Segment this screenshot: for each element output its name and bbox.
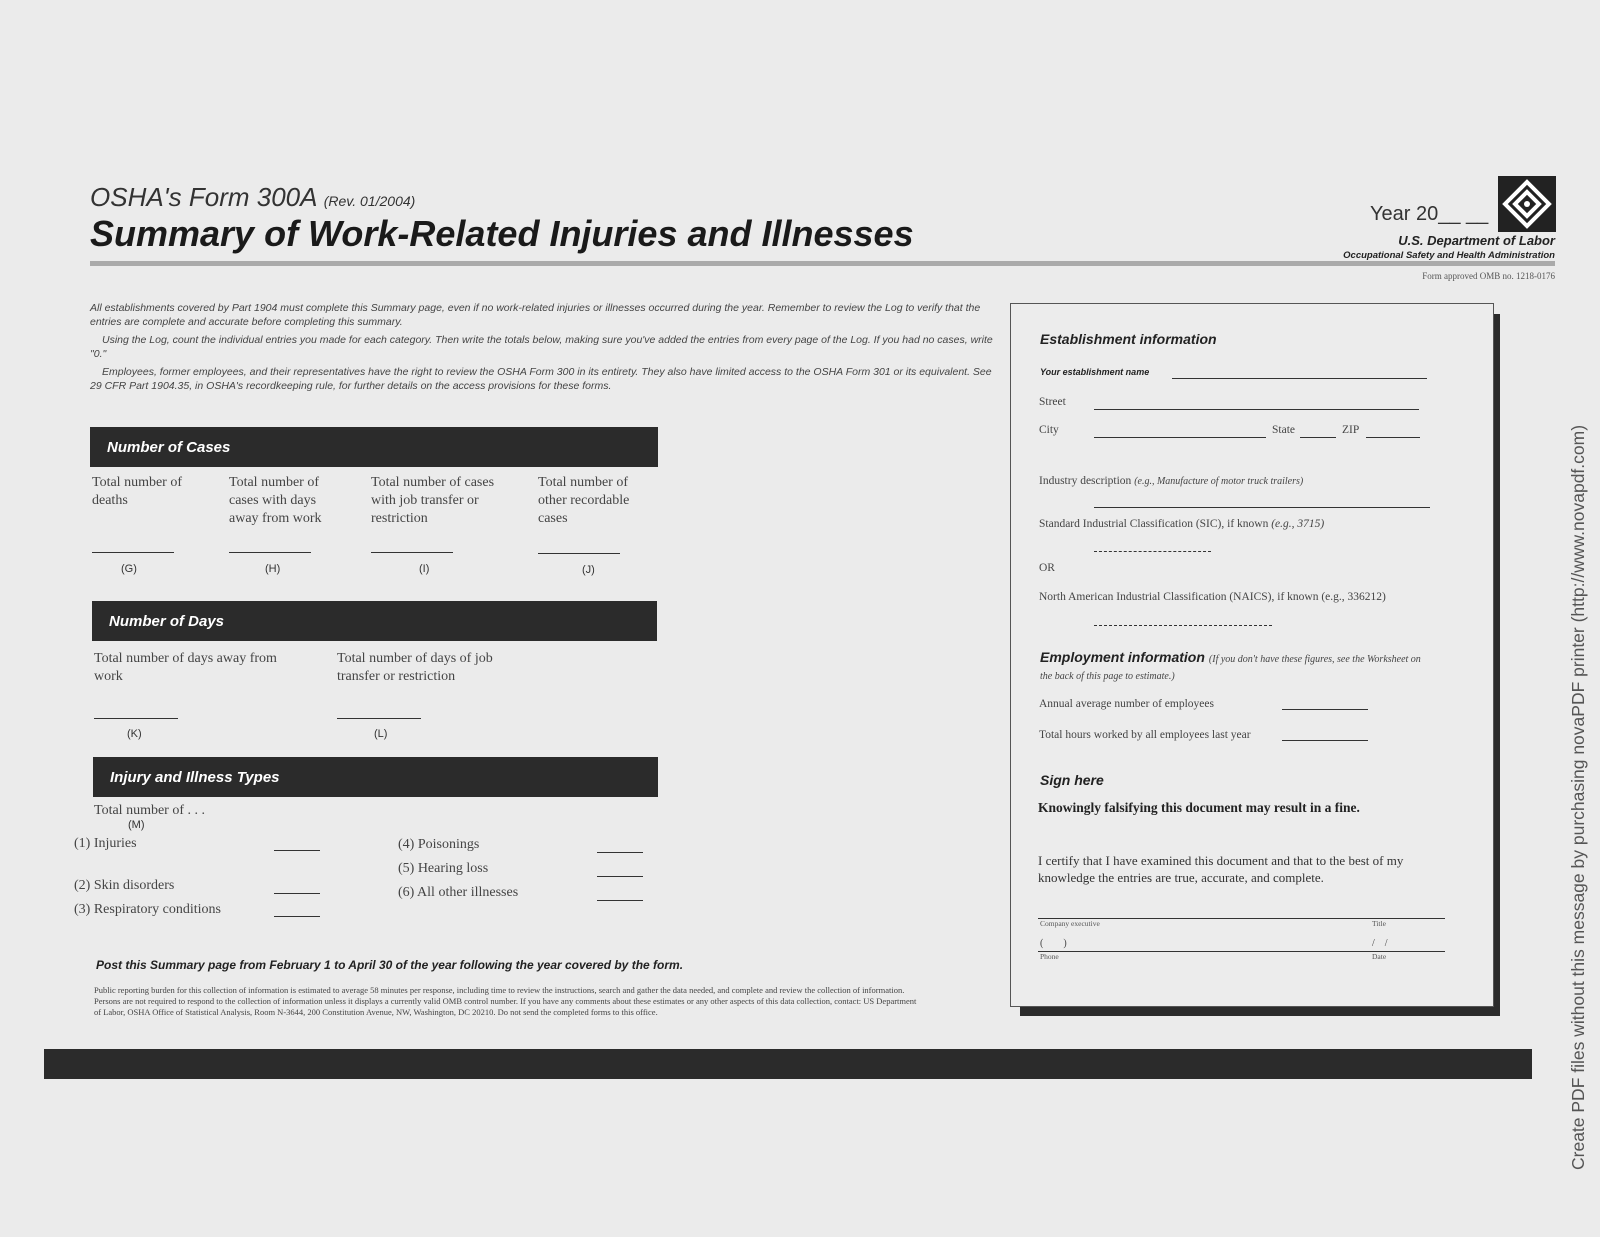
- skin-label: (2) Skin disorders: [74, 878, 175, 893]
- skin-field[interactable]: [274, 893, 320, 894]
- days-transfer-label: Total number of days of job transfer or restriction: [337, 651, 493, 684]
- novapdf-watermark: Create PDF files without this message by purchasing novaPDF printer (http://www.novapdf.com): [1568, 424, 1588, 1170]
- industry-label: [1039, 475, 1303, 487]
- dol-logo-icon: [1498, 176, 1556, 232]
- intro-text: [90, 302, 995, 393]
- poisonings-field[interactable]: [597, 852, 643, 853]
- post-notice: Post this Summary page from February 1 to April 30 of the year following the year covered by the form.: [96, 958, 684, 972]
- code-g: (G): [121, 563, 137, 575]
- cases-heading: Number of Cases: [90, 427, 658, 467]
- deaths-label: Total number of deaths: [92, 475, 182, 508]
- poisonings-label: (4) Poisonings: [398, 837, 480, 852]
- total-hours-field[interactable]: [1282, 740, 1368, 741]
- types-total-label: Total number of . . .: [94, 803, 205, 818]
- page-title: Summary of Work-Related Injuries and Illnesses: [90, 213, 914, 254]
- sic-example: (e.g., 3715): [1271, 518, 1325, 530]
- naics-field[interactable]: [1094, 625, 1272, 626]
- other-illnesses-field[interactable]: [597, 900, 643, 901]
- hearing-label: (5) Hearing loss: [398, 861, 489, 876]
- omb-number: Form approved OMB no. 1218-0176: [1422, 271, 1555, 281]
- code-k: (K): [127, 728, 142, 740]
- types-heading: Injury and Illness Types: [93, 757, 658, 797]
- title-rule: [90, 261, 1555, 266]
- code-j: (J): [582, 564, 595, 576]
- respiratory-label: (3) Respiratory conditions: [74, 902, 221, 917]
- intro-paragraph: All establishments covered by Part 1904 must complete this Summary page, even if no work-related injuries or illnesses occurred during the year. Remember to review the Log to verify that the entries are complete and accurate before completing this summary.: [90, 302, 981, 328]
- days-away-field[interactable]: [94, 718, 178, 719]
- days-heading: Number of Days: [92, 601, 657, 641]
- state-label: State: [1272, 424, 1295, 436]
- code-i: (I): [419, 563, 430, 575]
- establishment-name-field[interactable]: [1172, 378, 1427, 379]
- naics-label: North American Industrial Classification (NAICS), if known (e.g., 336212): [1039, 591, 1386, 603]
- intro-paragraph: Employees, former employees, and their representatives have the right to review the OSHA Form 300 in its entirety. They also have limited access to the OSHA Form 301 or its equivalent. See 29 CFR Part 1904.35, in OSHA's recordkeeping rule, for further details on the access provisions for these forms.: [90, 366, 992, 392]
- industry-field[interactable]: [1094, 507, 1430, 508]
- phone-label: Phone: [1040, 952, 1059, 961]
- establishment-heading: Establishment information: [1040, 331, 1217, 347]
- year-label: Year 20__ __: [1370, 203, 1489, 225]
- other-cases-label: Total number of other recordable cases: [538, 475, 630, 526]
- department: U.S. Department of Labor: [1398, 233, 1555, 248]
- street-label: Street: [1039, 396, 1066, 408]
- other-cases-field[interactable]: [538, 553, 620, 554]
- title-label: Title: [1372, 919, 1386, 928]
- injuries-label: (1) Injuries: [74, 836, 137, 851]
- injuries-field[interactable]: [274, 850, 320, 851]
- form-name: [90, 182, 415, 213]
- zip-label: ZIP: [1342, 424, 1360, 436]
- code-l: (L): [374, 728, 388, 740]
- sic-label: [1039, 518, 1324, 530]
- hearing-field[interactable]: [597, 876, 643, 877]
- form-number: OSHA's Form 300A: [90, 182, 317, 212]
- zip-field[interactable]: [1366, 437, 1420, 438]
- executive-label: Company executive: [1040, 919, 1100, 928]
- code-m: (M): [128, 819, 145, 831]
- sic-text: Standard Industrial Classification (SIC), if known: [1039, 518, 1269, 530]
- other-illnesses-label: (6) All other illnesses: [398, 885, 519, 900]
- employment-note: (If you don't have these figures, see the Worksheet on the back of this page to estimate.): [1040, 654, 1421, 682]
- sign-heading: Sign here: [1040, 772, 1104, 788]
- intro-paragraph: Using the Log, count the individual entries you made for each category. Then write the totals below, making sure you've added the entries from every page of the Log. If you had no cases, write "0.": [90, 334, 993, 360]
- employment-heading: [1040, 650, 1430, 684]
- burden-statement: Public reporting burden for this collection of information is estimated to average 58 minutes per response, including time to review the instructions, search and gather the data needed, and complete and review the collection of information. Persons are not required to respond to the collection of information unless it displays a currently valid OMB control number. If you have any comments about these estimates or any other aspects of this data collection, contact: US Department of Labor, OSHA Office of Statistical Analysis, Room N-3644, 200 Constitution Avenue, NW, Washington, DC 20210. Do not send the completed forms to this office.: [94, 985, 917, 1017]
- revision: (Rev. 01/2004): [323, 193, 416, 209]
- city-label: City: [1039, 424, 1059, 436]
- date-label: Date: [1372, 952, 1387, 961]
- annual-employees-field[interactable]: [1282, 709, 1368, 710]
- annual-employees-label: Annual average number of employees: [1039, 698, 1214, 710]
- city-field[interactable]: [1094, 437, 1266, 438]
- state-field[interactable]: [1300, 437, 1336, 438]
- bottom-bar: [44, 1049, 1532, 1079]
- respiratory-field[interactable]: [274, 916, 320, 917]
- industry-example: (e.g., Manufacture of motor truck trailers): [1134, 476, 1304, 487]
- days-away-cases-field[interactable]: [229, 552, 311, 553]
- employment-title: Employment information: [1040, 649, 1205, 665]
- code-h: (H): [265, 563, 281, 575]
- transfer-cases-field[interactable]: [371, 552, 453, 553]
- fine-warning: Knowingly falsifying this document may result in a fine.: [1038, 800, 1360, 815]
- agency: Occupational Safety and Health Administration: [1343, 250, 1555, 261]
- days-away-cases-label: Total number of cases with days away from work: [229, 475, 322, 526]
- deaths-field[interactable]: [92, 552, 174, 553]
- days-transfer-field[interactable]: [337, 718, 421, 719]
- days-away-label: Total number of days away from work: [94, 651, 277, 684]
- or-label: OR: [1039, 562, 1055, 574]
- certification-text: I certify that I have examined this document and that to the best of my knowledge the entries are true, accurate, and complete.: [1038, 853, 1404, 885]
- phone-parens: ( ): [1040, 938, 1067, 949]
- street-field[interactable]: [1094, 409, 1419, 410]
- date-slashes: / /: [1372, 938, 1388, 949]
- establishment-name-label: Your establishment name: [1040, 367, 1150, 377]
- sic-field[interactable]: [1094, 551, 1211, 552]
- transfer-cases-label: Total number of cases with job transfer or restriction: [371, 475, 495, 526]
- industry-text: Industry description: [1039, 475, 1132, 487]
- total-hours-label: Total hours worked by all employees last year: [1039, 729, 1251, 741]
